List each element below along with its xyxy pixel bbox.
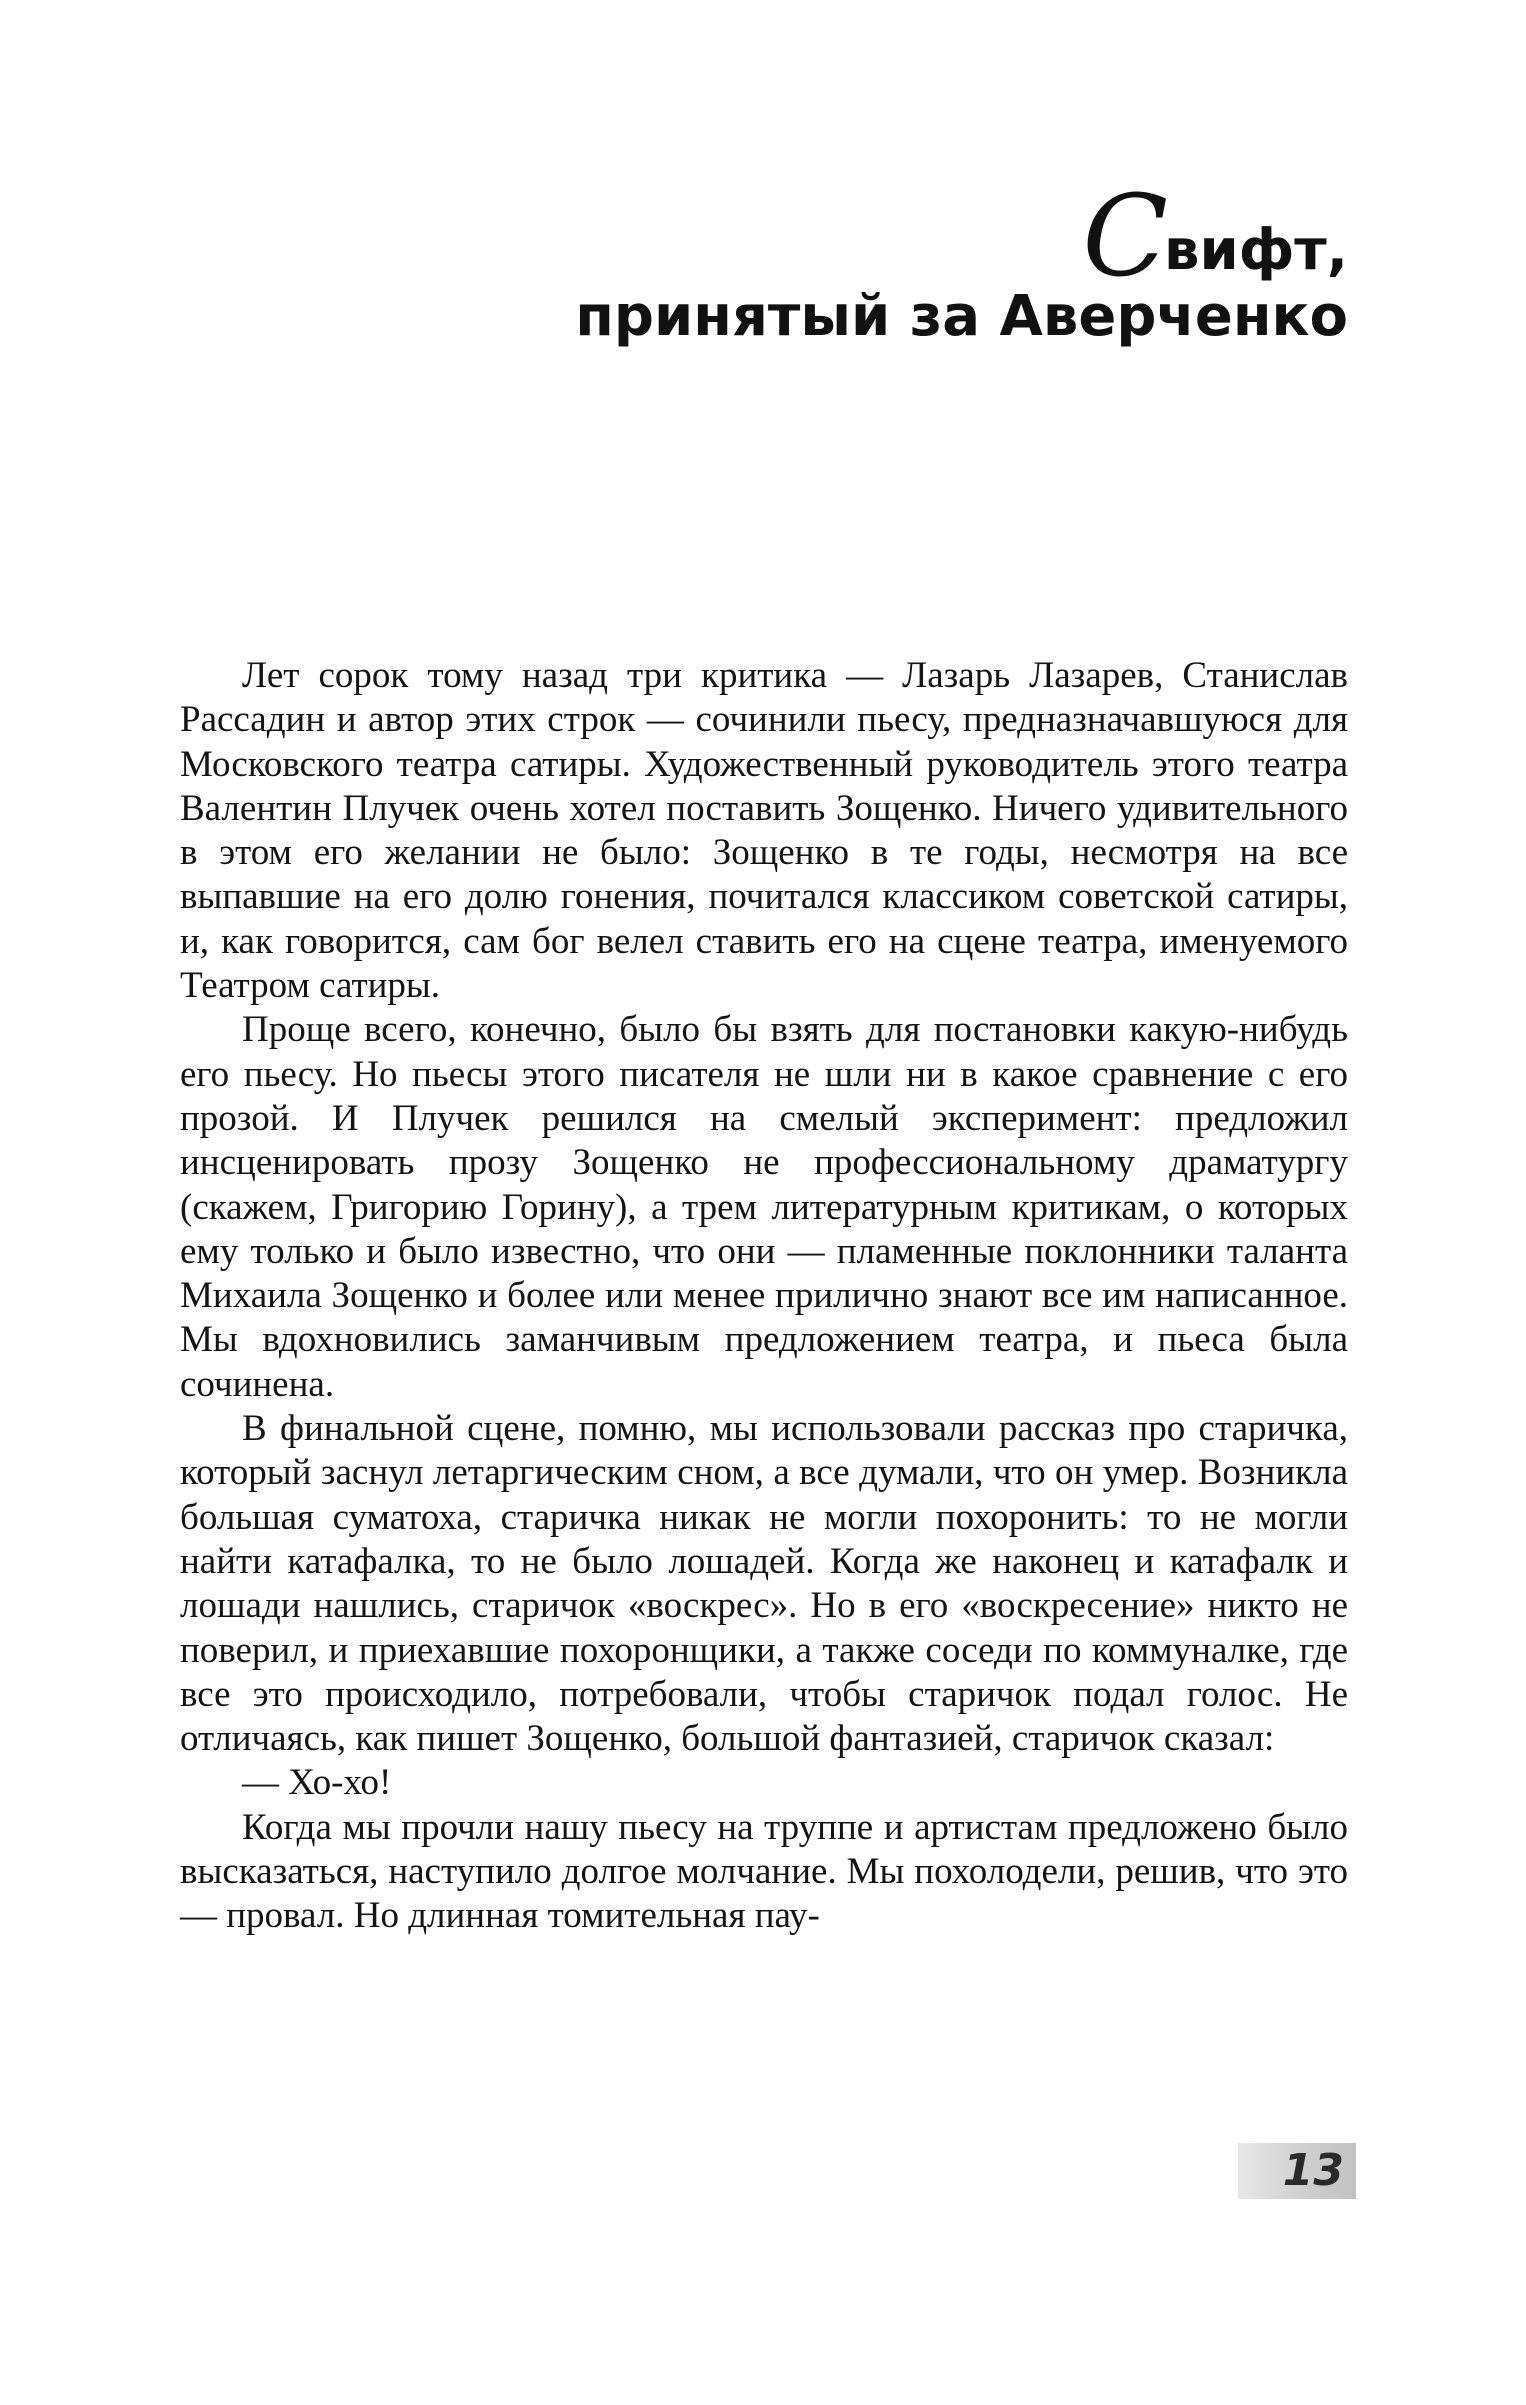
chapter-title-line-1 [575, 172, 1348, 302]
paragraph: Проще всего, конечно, было бы взять для постановки какую-нибудь его пьесу. Но пьесы этого писателя не шли ни в какое сравнение с его прозой. И Плучек решился на смелый эксперимент: предложил инсценировать прозу Зощенко не профессиональному драматургу (скажем, Григорию Горину), а трем литературным критикам, о которых ему только и было известно, что они — пламенные поклонники таланта Михаила Зощенко и более или менее прилично знают все им написанное. Мы вдохновились заманчивым предложением театра, и пьеса была сочинена. [180, 1009, 1348, 1405]
chapter-title-drop-initial: С [1082, 172, 1169, 302]
chapter-title-line-1-text: вифт, [1164, 218, 1348, 283]
body-text [180, 654, 1348, 1939]
paragraph: В финальной сцене, помню, мы использовали рассказ про старичка, который заснул летаргическим сном, а все думали, что он умер. Возникла большая суматоха, старичка никак не могли похоронить: то не могли найти катафалка, то не было лошадей. Когда же наконец и катафалк и лошади нашлись, старичок «воскрес». Но в его «воскресение» никто не поверил, и приехавшие похоронщики, а также соседи по коммуналке, где все это происходило, потребовали, чтобы старичок подал голос. Не отличаясь, как пишет Зощенко, большой фантазией, старичок сказал: [180, 1408, 1348, 1760]
dialog-line: — Хо-хо! [242, 1762, 392, 1804]
paragraph: Лет сорок тому назад три критика — Лазарь Лазарев, Станислав Рассадин и автор этих строк — сочинили пьесу, предназначавшуюся для Московского театра сатиры. Художественный руководитель этого театра Валентин Плучек очень хотел поставить Зощенко. Ничего удивительного в этом его желании не было: Зощенко в те годы, несмотря на все выпавшие на его долю гонения, почитался классиком советской сатиры, и, как говорится, сам бог велел ставить его на сцене театра, именуемого Театром сатиры. [180, 655, 1348, 1007]
chapter-title-line-2: принятый за Аверченко [575, 284, 1348, 349]
page-number: 13 [1282, 2145, 1344, 2196]
chapter-title [575, 172, 1348, 351]
page-number-tab [1238, 2143, 1356, 2199]
paragraph: Когда мы прочли нашу пьесу на труппе и артистам предложено было высказаться, наступило долгое молчание. Мы похолодели, решив, что это — провал. Но длинная томительная пау- [180, 1806, 1348, 1937]
